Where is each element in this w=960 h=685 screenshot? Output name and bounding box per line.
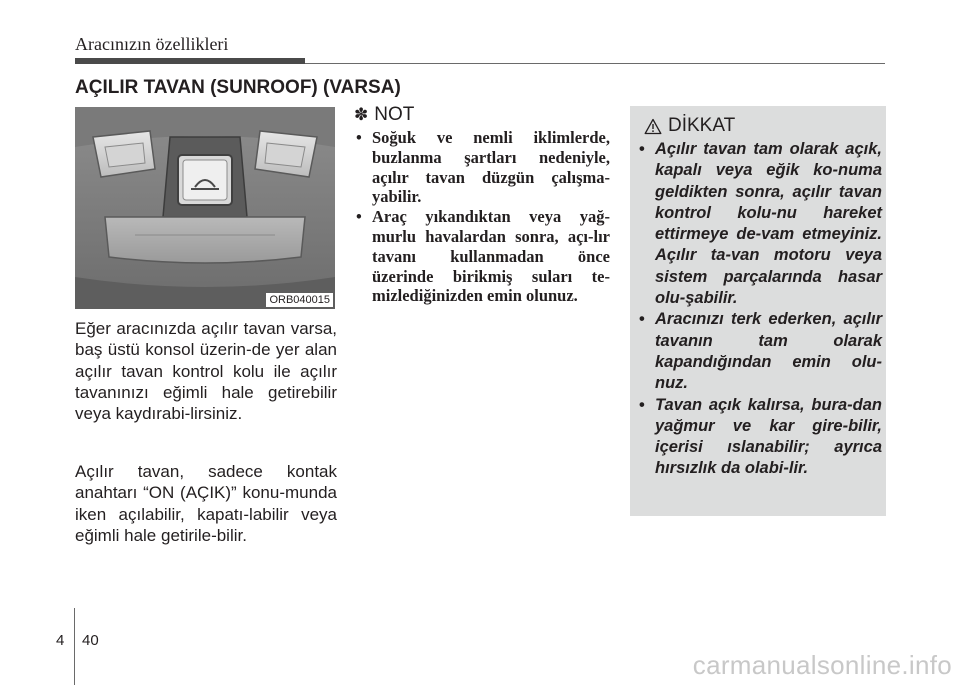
caution-item: • Tavan açık kalırsa, bura-dan yağmur ve kar gire-bilir, içerisi ıslanabilir; ayrıca hırsızlık da olabi-lir. [639,395,882,480]
note-list [352,128,610,306]
figure-code: ORB040015 [266,293,333,307]
header-chapter-title: Aracınızın özellikleri [75,34,229,54]
caution-heading [644,115,735,137]
footer-page-number: 40 [82,632,99,649]
note-item: • Araç yıkandıktan veya yağ-murlu havalardan sonra, açı-lır tavanı kullanmadan önce üzerinde birikmiş suları te-mizlediğinizden emin olunuz. [352,207,610,306]
caution-list [639,139,882,480]
body-paragraph-2: Açılır tavan, sadece kontak anahtarı “ON (AÇIK)” konu-munda iken açılabilir, kapatı-labilir veya eğimli hale getirile-bilir. [75,462,337,545]
caution-box [630,106,886,516]
overhead-console-illustration [75,107,335,309]
warning-triangle-icon [644,118,662,135]
footer-chapter-number: 4 [56,632,65,649]
body-paragraph-1: Eğer aracınızda açılır tavan varsa, baş üstü konsol üzerin-de yer alan açılır tavan kontrol kolu ile açılır tavanınızı eğimli hale getirebilir veya kaydırabi-lirsiniz. [75,319,337,424]
header-bar [75,58,305,64]
caution-item: • Aracınızı terk ederken, açılır tavanın tam olarak kapandığından emin olu-nuz. [639,309,882,394]
note-title: NOT [374,104,415,125]
header-rule [305,63,885,64]
watermark: carmanualsonline.info [692,650,952,680]
footer-rule [74,608,75,685]
note-item: • Soğuk ve nemli iklimlerde, buzlanma şartları nedeniyle, açılır tavan düzgün çalışma-yabilir. [352,128,610,207]
caution-title: DİKKAT [668,115,736,136]
section-title: AÇILIR TAVAN (SUNROOF) (VARSA) [75,77,401,98]
note-star-icon: ✽ [354,105,369,124]
caution-item: • Açılır tavan tam olarak açık, kapalı veya eğik ko-numa geldikten sonra, açılır tavan kontrol kolu-nu hareket ettirmeye de-vam etmeyiniz. Açılır ta-van motoru veya sistem parçalarında hasar olu-şabilir. [639,139,882,309]
sunroof-console-figure [75,107,335,309]
note-heading [354,104,414,126]
